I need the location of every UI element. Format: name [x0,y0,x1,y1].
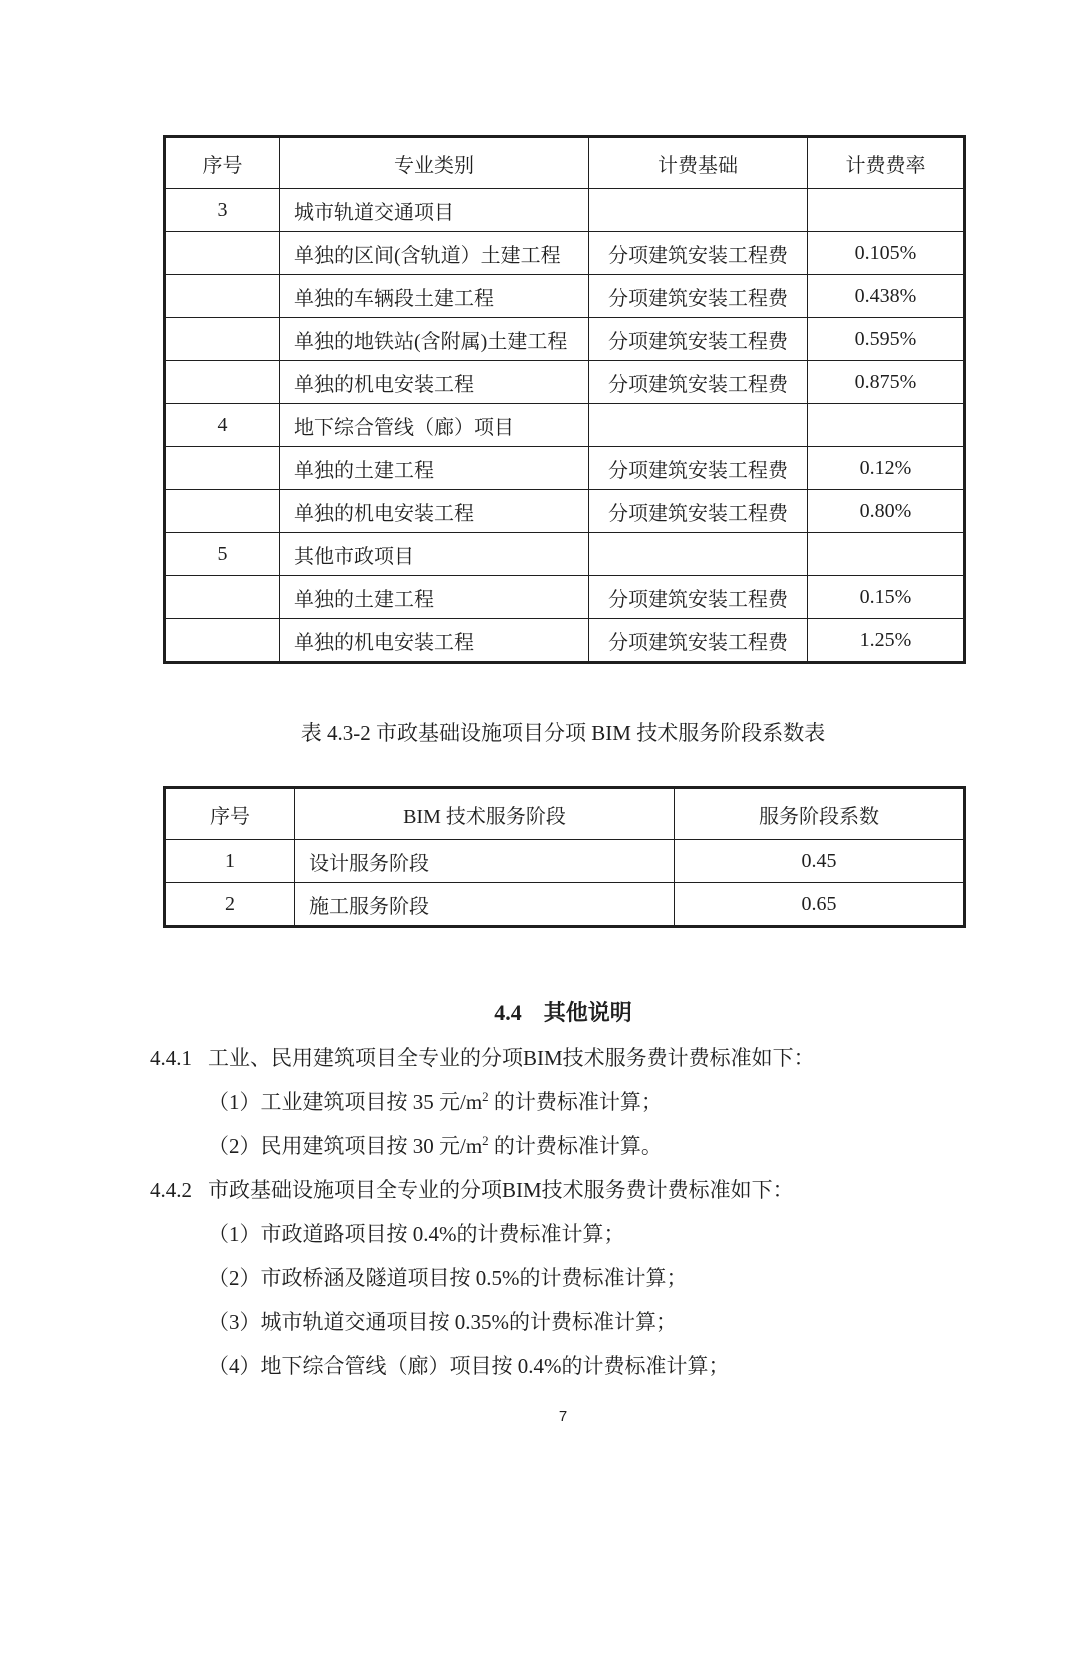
page-number: 7 [558,1408,568,1425]
item-label: （1） [208,1222,261,1246]
table-4-3-2-caption: 表 4.3-2 市政基础设施项目分项 BIM 技术服务阶段系数表 [300,721,826,745]
cell-basis: 分项建筑安装工程费 [589,232,808,275]
cell-basis: 分项建筑安装工程费 [589,447,808,490]
clause-4-4-1-item-1 [150,1080,965,1124]
cell-stage: 设计服务阶段 [295,840,675,883]
cell-no [165,275,280,318]
column-header-no: 序号 [165,137,280,189]
cell-category: 单独的土建工程 [280,576,589,619]
cell-no: 3 [165,189,280,232]
clause-number: 4.4.1 [150,1046,192,1070]
item-label: （2） [208,1134,261,1158]
cell-basis: 分项建筑安装工程费 [589,619,808,663]
table-row [165,840,965,883]
cell-no [165,447,280,490]
table-row [165,619,965,663]
cell-basis [589,189,808,232]
clause-text: 市政基础设施项目全专业的分项BIM技术服务费计费标准如下： [208,1178,794,1202]
stage-coefficient-table [163,786,966,928]
cell-rate: 0.12% [808,447,965,490]
cell-no [165,490,280,533]
table-header-row [165,788,965,840]
column-header-basis: 计费基础 [589,137,808,189]
cell-no: 5 [165,533,280,576]
column-header-coefficient: 服务阶段系数 [675,788,965,840]
cell-basis: 分项建筑安装工程费 [589,361,808,404]
cell-category: 城市轨道交通项目 [280,189,589,232]
cell-rate: 0.438% [808,275,965,318]
table-row [165,447,965,490]
table-row [165,576,965,619]
clause-number: 4.4.2 [150,1178,192,1202]
item-text: 市政道路项目按 0.4%的计费标准计算； [260,1222,625,1246]
item-label: （2） [208,1266,261,1290]
clause-4-4-2-item-2 [150,1256,965,1300]
cell-no: 2 [165,883,295,927]
column-header-no: 序号 [165,788,295,840]
cell-rate [808,404,965,447]
item-text: 市政桥涵及隧道项目按 0.5%的计费标准计算； [260,1266,688,1290]
cell-basis [589,533,808,576]
cell-stage: 施工服务阶段 [295,883,675,927]
table-row [165,232,965,275]
cell-basis: 分项建筑安装工程费 [589,576,808,619]
cell-category: 单独的地铁站(含附属)土建工程 [280,318,589,361]
clause-4-4-2-item-1 [150,1212,965,1256]
cell-category: 单独的土建工程 [280,447,589,490]
table-row [165,361,965,404]
item-text: 的计费标准计算。 [488,1134,662,1158]
item-text: 的计费标准计算； [488,1090,662,1114]
cell-no: 4 [165,404,280,447]
column-header-rate: 计费费率 [808,137,965,189]
section-body [150,1036,965,1388]
clause-4-4-1-item-2 [150,1124,965,1168]
cell-basis: 分项建筑安装工程费 [589,318,808,361]
cell-rate: 0.105% [808,232,965,275]
cell-coefficient: 0.45 [675,840,965,883]
column-header-stage: BIM 技术服务阶段 [295,788,675,840]
cell-rate: 1.25% [808,619,965,663]
cell-basis: 分项建筑安装工程费 [589,275,808,318]
section-title: 其他说明 [543,1000,632,1025]
column-header-category: 专业类别 [280,137,589,189]
cell-coefficient: 0.65 [675,883,965,927]
table-row [165,490,965,533]
cell-category: 单独的区间(含轨道）土建工程 [280,232,589,275]
cell-category: 单独的机电安装工程 [280,490,589,533]
cell-no [165,361,280,404]
cell-category: 单独的车辆段土建工程 [280,275,589,318]
item-text: 城市轨道交通项目按 0.35%的计费标准计算； [260,1310,677,1334]
cell-rate [808,189,965,232]
cell-category: 单独的机电安装工程 [280,361,589,404]
table-row [165,318,965,361]
item-text: 民用建筑项目按 30 元/m [260,1134,483,1158]
cell-no: 1 [165,840,295,883]
clause-4-4-2 [150,1168,965,1212]
cell-rate [808,533,965,576]
superscript: 2 [482,1089,489,1104]
cell-rate: 0.875% [808,361,965,404]
superscript: 2 [482,1133,489,1148]
item-label: （4） [208,1354,261,1378]
section-heading [163,998,963,1028]
cell-rate: 0.15% [808,576,965,619]
cell-basis: 分项建筑安装工程费 [589,490,808,533]
cell-no [165,232,280,275]
cell-no [165,318,280,361]
table-row [165,883,965,927]
section-number: 4.4 [494,1000,522,1025]
document-page [0,135,1080,1662]
item-label: （3） [208,1310,261,1334]
cell-rate: 0.595% [808,318,965,361]
clause-4-4-2-item-4 [150,1344,965,1388]
table-header-row [165,137,965,189]
cell-no [165,619,280,663]
clause-4-4-1 [150,1036,965,1080]
clause-4-4-2-item-3 [150,1300,965,1344]
table-row [165,533,965,576]
cell-category: 单独的机电安装工程 [280,619,589,663]
cell-rate: 0.80% [808,490,965,533]
item-label: （1） [208,1090,261,1114]
cell-no [165,576,280,619]
item-text: 工业建筑项目按 35 元/m [260,1090,483,1114]
fee-rate-table [163,135,966,664]
table-row [165,189,965,232]
cell-category: 地下综合管线（廊）项目 [280,404,589,447]
cell-category: 其他市政项目 [280,533,589,576]
table-row [165,404,965,447]
clause-text: 工业、民用建筑项目全专业的分项BIM技术服务费计费标准如下： [208,1046,815,1070]
cell-basis [589,404,808,447]
table-row [165,275,965,318]
item-text: 地下综合管线（廊）项目按 0.4%的计费标准计算； [260,1354,730,1378]
